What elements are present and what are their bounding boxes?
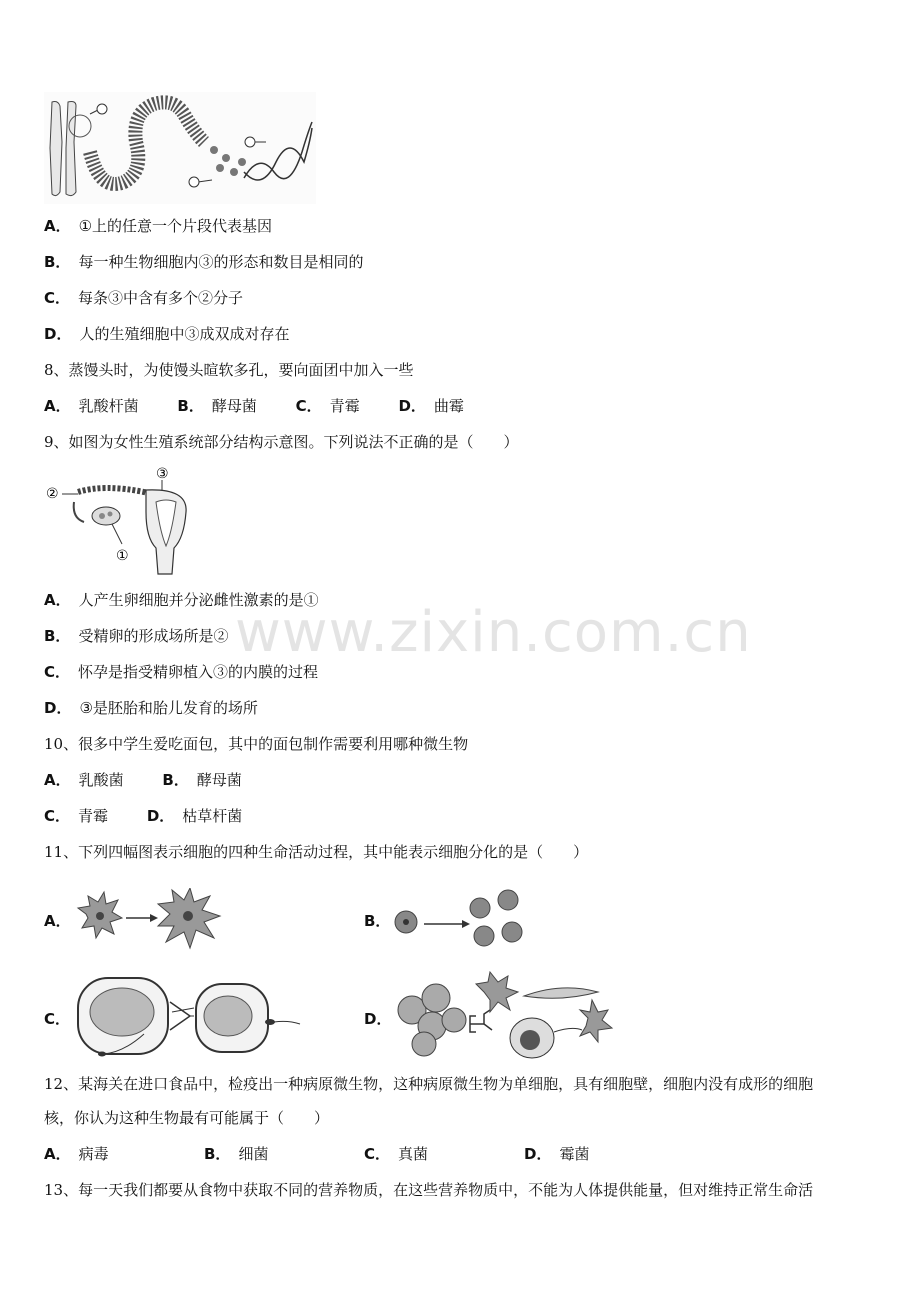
q9-option-a: A． 人产生卵细胞并分泌雌性激素的是① [44, 591, 319, 609]
q9-stem: 9、如图为女性生殖系统部分结构示意图。下列说法不正确的是（ ） [44, 433, 519, 451]
q8-stem: 8、蒸馒头时，为使馒头暄软多孔，要向面团中加入一些 [44, 361, 414, 379]
q11-figure-b [392, 886, 526, 952]
q10-stem: 10、很多中学生爱吃面包，其中的面包制作需要利用哪种微生物 [44, 735, 469, 753]
q7-option-a: A． ①上的任意一个片段代表基因 [44, 217, 273, 235]
svg-text:③: ③ [156, 466, 169, 482]
q13-stem: 13、每一天我们都要从食物中获取不同的营养物质，在这些营养物质中，不能为人体提供能量，但对维持正常生命活 [44, 1181, 814, 1199]
q11-label-d: D． [364, 1010, 392, 1028]
q12-stem-line2: 核，你认为这种生物最有可能属于（ ） [44, 1109, 330, 1127]
q12-options: A． 病毒 B． 细菌 C． 真菌 D． 霉菌 [44, 1145, 590, 1163]
q10-options-row2: C． 青霉 D． 枯草杆菌 [44, 807, 243, 825]
q11-label-a: A． [44, 912, 71, 930]
q11-figure-d [392, 970, 618, 1062]
chromosome-dna-figure [44, 92, 316, 204]
q7-option-c: C． 每条③中含有多个②分子 [44, 289, 244, 307]
q11-figure-a [74, 888, 224, 952]
q11-label-c: C． [44, 1010, 71, 1028]
svg-text:②: ② [46, 486, 59, 502]
q10-options-row1: A． 乳酸菌 B． 酵母菌 [44, 771, 242, 789]
female-reproductive-figure [44, 462, 194, 580]
q9-option-d: D． ③是胚胎和胎儿发育的场所 [44, 699, 258, 717]
q11-label-b: B． [364, 912, 391, 930]
svg-text:①: ① [116, 548, 129, 564]
q9-option-b: B． 受精卵的形成场所是② [44, 627, 229, 645]
q11-stem: 11、下列四幅图表示细胞的四种生命活动过程，其中能表示细胞分化的是（ ） [44, 843, 589, 861]
q7-option-d: D． 人的生殖细胞中③成双成对存在 [44, 325, 290, 343]
q7-option-b: B． 每一种生物细胞内③的形态和数目是相同的 [44, 253, 364, 271]
q8-options: A． 乳酸杆菌 B． 酵母菌 C． 青霉 D． 曲霉 [44, 397, 464, 415]
q9-option-c: C． 怀孕是指受精卵植入③的内膜的过程 [44, 663, 319, 681]
watermark: www.zixin.com.cn [235, 600, 752, 665]
q11-figure-c [74, 972, 304, 1062]
q12-stem-line1: 12、某海关在进口食品中，检疫出一种病原微生物，这种病原微生物为单细胞，具有细胞壁，细胞内没有成形的细胞 [44, 1075, 814, 1093]
